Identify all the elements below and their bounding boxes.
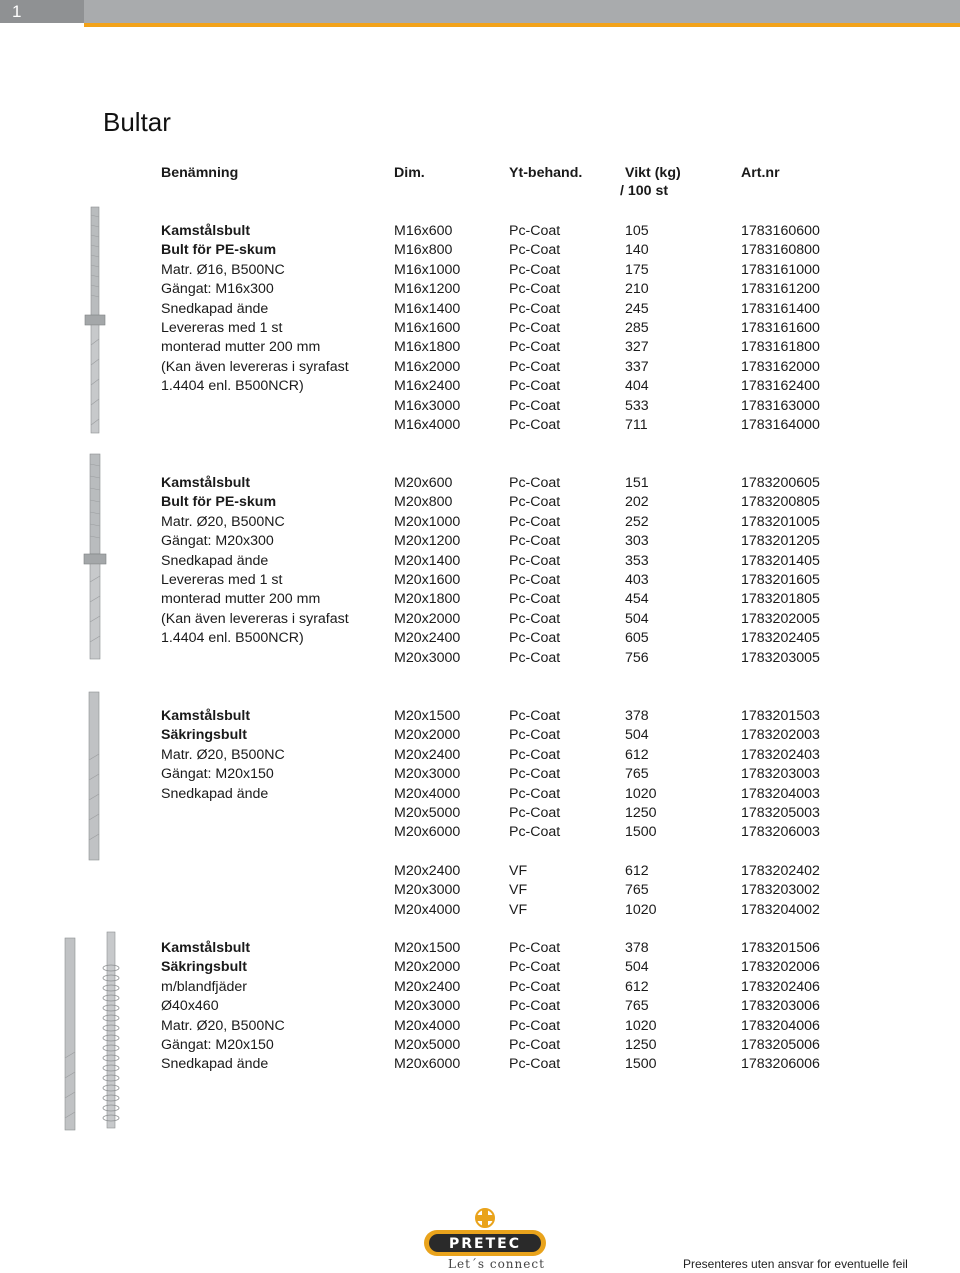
row-weight: 378 [625, 940, 649, 956]
row-weight: 1500 [625, 1056, 657, 1073]
row-weight: 1250 [625, 805, 657, 821]
table-row [0, 397, 960, 416]
table-row [0, 1017, 960, 1036]
row-article-number: 1783162400 [741, 378, 820, 395]
row-surface: VF [509, 882, 528, 899]
row-surface: Pc-Coat [509, 649, 561, 666]
row-surface: Pc-Coat [509, 417, 561, 433]
header-weight: Vikt (kg) [625, 165, 681, 181]
row-dimension: M20x2000 [394, 610, 461, 627]
row-description: Matr. Ø20, B500NC [161, 1017, 285, 1034]
row-article-number: 1783202406 [741, 978, 820, 995]
table-row [0, 707, 960, 726]
row-surface: Pc-Coat [509, 1056, 561, 1073]
row-surface: Pc-Coat [509, 610, 561, 627]
row-article-number: 1783202403 [741, 746, 820, 763]
row-weight: 303 [625, 533, 649, 550]
row-article-number: 1783161800 [741, 339, 820, 356]
row-dimension: M16x2000 [394, 358, 461, 375]
header-surface: Yt-behand. [509, 165, 583, 181]
row-description: Bult för PE-skum [161, 494, 277, 511]
row-surface: Pc-Coat [509, 223, 561, 239]
row-weight: 245 [625, 300, 649, 317]
row-dimension: M20x1600 [394, 572, 461, 588]
table-row [0, 978, 960, 997]
row-article-number: 1783201805 [741, 591, 820, 608]
row-weight: 337 [625, 358, 649, 375]
row-surface: VF [509, 863, 528, 879]
row-surface: Pc-Coat [509, 475, 561, 491]
row-article-number: 1783204006 [741, 1017, 820, 1034]
table-row [0, 338, 960, 357]
row-surface: Pc-Coat [509, 397, 561, 414]
row-weight: 1500 [625, 824, 657, 841]
row-description: Matr. Ø20, B500NC [161, 746, 285, 763]
row-dimension: M20x800 [394, 494, 453, 511]
row-dimension: M20x2400 [394, 630, 461, 647]
row-description: Levereras med 1 st [161, 572, 283, 588]
row-description: 1.4404 enl. B500NCR) [161, 378, 304, 395]
row-dimension: M16x3000 [394, 397, 461, 414]
row-article-number: 1783162000 [741, 358, 820, 375]
row-weight: 711 [625, 417, 648, 433]
table-row [0, 280, 960, 299]
row-surface: Pc-Coat [509, 378, 561, 395]
row-article-number: 1783201005 [741, 513, 820, 530]
table-row [0, 319, 960, 338]
row-description: Kamstålsbult [161, 475, 251, 491]
table-row [0, 629, 960, 648]
row-weight: 151 [625, 475, 649, 491]
row-dimension: M20x3000 [394, 998, 461, 1015]
row-surface: Pc-Coat [509, 940, 561, 956]
row-surface: Pc-Coat [509, 552, 561, 569]
row-dimension: M20x6000 [394, 1056, 461, 1073]
row-dimension: M20x6000 [394, 824, 461, 841]
row-description: Snedkapad ände [161, 552, 269, 569]
accent-stripe [84, 23, 960, 27]
row-surface: Pc-Coat [509, 533, 561, 550]
row-dimension: M20x3000 [394, 649, 461, 666]
row-weight: 612 [625, 746, 649, 763]
table-row [0, 222, 960, 241]
row-description: 1.4404 enl. B500NCR) [161, 630, 304, 647]
row-surface: Pc-Coat [509, 494, 561, 511]
row-article-number: 1783160800 [741, 242, 820, 259]
row-surface: Pc-Coat [509, 572, 561, 588]
row-dimension: M20x1500 [394, 940, 461, 956]
table-row [0, 823, 960, 842]
row-description: Säkringsbult [161, 959, 247, 976]
row-surface: Pc-Coat [509, 766, 561, 783]
row-weight: 175 [625, 261, 649, 278]
table-row [0, 552, 960, 571]
row-dimension: M16x1200 [394, 281, 461, 298]
header-dim: Dim. [394, 165, 425, 181]
row-article-number: 1783204002 [741, 901, 820, 918]
table-row [0, 939, 960, 958]
row-weight: 1250 [625, 1037, 657, 1053]
table-row [0, 474, 960, 493]
row-article-number: 1783202005 [741, 610, 820, 627]
page-number: 1 [0, 0, 84, 23]
row-surface: Pc-Coat [509, 708, 561, 724]
row-article-number: 1783205006 [741, 1037, 820, 1053]
row-description: monterad mutter 200 mm [161, 591, 321, 608]
row-dimension: M20x1400 [394, 552, 461, 569]
row-weight: 454 [625, 591, 649, 608]
row-article-number: 1783203006 [741, 998, 820, 1015]
row-dimension: M20x5000 [394, 1037, 461, 1053]
table-row [0, 726, 960, 745]
page-title: Bultar [103, 107, 171, 137]
row-description: Gängat: M20x300 [161, 533, 274, 550]
row-dimension: M16x4000 [394, 417, 461, 433]
row-article-number: 1783163000 [741, 397, 820, 414]
row-dimension: M20x4000 [394, 901, 461, 918]
row-weight: 1020 [625, 1017, 657, 1034]
table-row [0, 261, 960, 280]
row-weight: 403 [625, 572, 649, 588]
row-weight: 140 [625, 242, 649, 259]
row-dimension: M20x1000 [394, 513, 461, 530]
row-description: Snedkapad ände [161, 785, 269, 802]
row-description: Snedkapad ände [161, 300, 269, 317]
row-surface: Pc-Coat [509, 978, 561, 995]
row-dimension: M16x1000 [394, 261, 461, 278]
row-article-number: 1783161400 [741, 300, 820, 317]
table-row [0, 746, 960, 765]
table-row [0, 590, 960, 609]
row-article-number: 1783203005 [741, 649, 820, 666]
row-dimension: M16x1800 [394, 339, 461, 356]
table-row [0, 493, 960, 512]
row-weight: 378 [625, 708, 649, 724]
row-weight: 404 [625, 378, 649, 395]
row-description: Gängat: M16x300 [161, 281, 274, 298]
row-article-number: 1783164000 [741, 417, 820, 433]
row-dimension: M20x2400 [394, 863, 461, 879]
row-description: Matr. Ø16, B500NC [161, 261, 285, 278]
row-surface: Pc-Coat [509, 320, 561, 336]
row-dimension: M16x2400 [394, 378, 461, 395]
row-surface: Pc-Coat [509, 746, 561, 763]
row-surface: Pc-Coat [509, 1017, 561, 1034]
row-article-number: 1783201503 [741, 708, 820, 724]
row-surface: VF [509, 901, 528, 918]
row-description: Kamstålsbult [161, 940, 251, 956]
row-surface: Pc-Coat [509, 300, 561, 317]
row-description: Levereras med 1 st [161, 320, 283, 336]
row-dimension: M20x2400 [394, 746, 461, 763]
row-dimension: M16x1400 [394, 300, 461, 317]
table-row [0, 804, 960, 823]
row-surface: Pc-Coat [509, 630, 561, 647]
row-dimension: M20x2400 [394, 978, 461, 995]
row-description: Matr. Ø20, B500NC [161, 513, 285, 530]
row-article-number: 1783203002 [741, 882, 820, 899]
row-description: Gängat: M20x150 [161, 766, 274, 783]
table-row [0, 862, 960, 881]
row-article-number: 1783161200 [741, 281, 820, 298]
table-row [0, 416, 960, 435]
logo-text: PRETEC [449, 1236, 521, 1252]
row-dimension: M16x600 [394, 223, 453, 239]
row-surface: Pc-Coat [509, 727, 561, 744]
row-weight: 504 [625, 959, 649, 976]
row-weight: 765 [625, 998, 649, 1015]
row-description: monterad mutter 200 mm [161, 339, 321, 356]
row-dimension: M20x3000 [394, 882, 461, 899]
row-weight: 202 [625, 494, 649, 511]
row-article-number: 1783200805 [741, 494, 820, 511]
header-weight-sub: / 100 st [620, 183, 669, 199]
top-bar [0, 0, 960, 23]
row-weight: 285 [625, 320, 649, 336]
row-article-number: 1783161600 [741, 320, 820, 336]
row-article-number: 1783201605 [741, 572, 820, 588]
table-row [0, 1036, 960, 1055]
header-art: Art.nr [741, 165, 780, 181]
row-surface: Pc-Coat [509, 785, 561, 802]
row-weight: 756 [625, 649, 649, 666]
row-weight: 765 [625, 766, 649, 783]
table-row [0, 901, 960, 920]
row-article-number: 1783161000 [741, 261, 820, 278]
row-description: m/blandfjäder [161, 978, 247, 995]
row-article-number: 1783206006 [741, 1056, 820, 1073]
table-row [0, 881, 960, 900]
row-article-number: 1783206003 [741, 824, 820, 841]
row-dimension: M20x2000 [394, 959, 461, 976]
row-article-number: 1783202003 [741, 727, 820, 744]
row-weight: 765 [625, 882, 649, 899]
row-weight: 533 [625, 397, 649, 414]
row-weight: 327 [625, 339, 649, 356]
row-weight: 605 [625, 630, 649, 647]
row-surface: Pc-Coat [509, 591, 561, 608]
row-surface: Pc-Coat [509, 358, 561, 375]
row-description: Kamstålsbult [161, 708, 251, 724]
row-description: Snedkapad ände [161, 1056, 269, 1073]
row-surface: Pc-Coat [509, 513, 561, 530]
table-row [0, 300, 960, 319]
table-row [0, 958, 960, 977]
row-article-number: 1783205003 [741, 805, 820, 821]
row-surface: Pc-Coat [509, 281, 561, 298]
row-description: Kamstålsbult [161, 223, 251, 239]
row-description: Säkringsbult [161, 727, 247, 744]
table-row [0, 241, 960, 260]
row-weight: 612 [625, 863, 649, 879]
row-surface: Pc-Coat [509, 242, 561, 259]
row-weight: 1020 [625, 901, 657, 918]
footer-note: Presenteres uten ansvar for eventuelle feil [683, 1257, 908, 1271]
row-dimension: M20x1200 [394, 533, 461, 550]
row-surface: Pc-Coat [509, 824, 561, 841]
row-surface: Pc-Coat [509, 805, 561, 821]
row-surface: Pc-Coat [509, 1037, 561, 1053]
row-surface: Pc-Coat [509, 998, 561, 1015]
table-row [0, 358, 960, 377]
row-dimension: M20x1800 [394, 591, 461, 608]
row-surface: Pc-Coat [509, 339, 561, 356]
row-weight: 612 [625, 978, 649, 995]
table-row [0, 997, 960, 1016]
logo-tagline: Let´s connect [448, 1257, 545, 1271]
table-row [0, 532, 960, 551]
row-dimension: M16x1600 [394, 320, 461, 336]
row-dimension: M20x3000 [394, 766, 461, 783]
row-dimension: M20x4000 [394, 1017, 461, 1034]
row-weight: 504 [625, 610, 649, 627]
row-description: (Kan även levereras i syrafast [161, 358, 349, 375]
row-description: (Kan även levereras i syrafast [161, 610, 349, 627]
table-row [0, 610, 960, 629]
row-article-number: 1783202402 [741, 863, 820, 879]
table-row [0, 785, 960, 804]
table-row [0, 649, 960, 668]
header-desc: Benämning [161, 165, 239, 181]
row-weight: 105 [625, 223, 649, 239]
row-article-number: 1783203003 [741, 766, 820, 783]
table-row [0, 1055, 960, 1074]
row-dimension: M16x800 [394, 242, 453, 259]
row-weight: 353 [625, 552, 649, 569]
row-dimension: M20x1500 [394, 708, 461, 724]
row-weight: 1020 [625, 785, 657, 802]
row-weight: 210 [625, 281, 649, 298]
table-row [0, 377, 960, 396]
row-article-number: 1783204003 [741, 785, 820, 802]
row-dimension: M20x5000 [394, 805, 461, 821]
row-description: Ø40x460 [161, 998, 219, 1015]
row-weight: 504 [625, 727, 649, 744]
table-row [0, 571, 960, 590]
row-article-number: 1783160600 [741, 223, 820, 239]
row-weight: 252 [625, 513, 649, 530]
table-row [0, 765, 960, 784]
row-dimension: M20x2000 [394, 727, 461, 744]
row-article-number: 1783201405 [741, 552, 820, 569]
row-surface: Pc-Coat [509, 959, 561, 976]
row-dimension: M20x4000 [394, 785, 461, 802]
row-article-number: 1783201506 [741, 940, 820, 956]
row-article-number: 1783200605 [741, 475, 820, 491]
row-article-number: 1783202006 [741, 959, 820, 976]
row-dimension: M20x600 [394, 475, 453, 491]
row-article-number: 1783201205 [741, 533, 820, 550]
row-surface: Pc-Coat [509, 261, 561, 278]
table-header [0, 164, 960, 183]
row-description: Gängat: M20x150 [161, 1037, 274, 1053]
row-description: Bult för PE-skum [161, 242, 277, 259]
row-article-number: 1783202405 [741, 630, 820, 647]
table-row [0, 513, 960, 532]
